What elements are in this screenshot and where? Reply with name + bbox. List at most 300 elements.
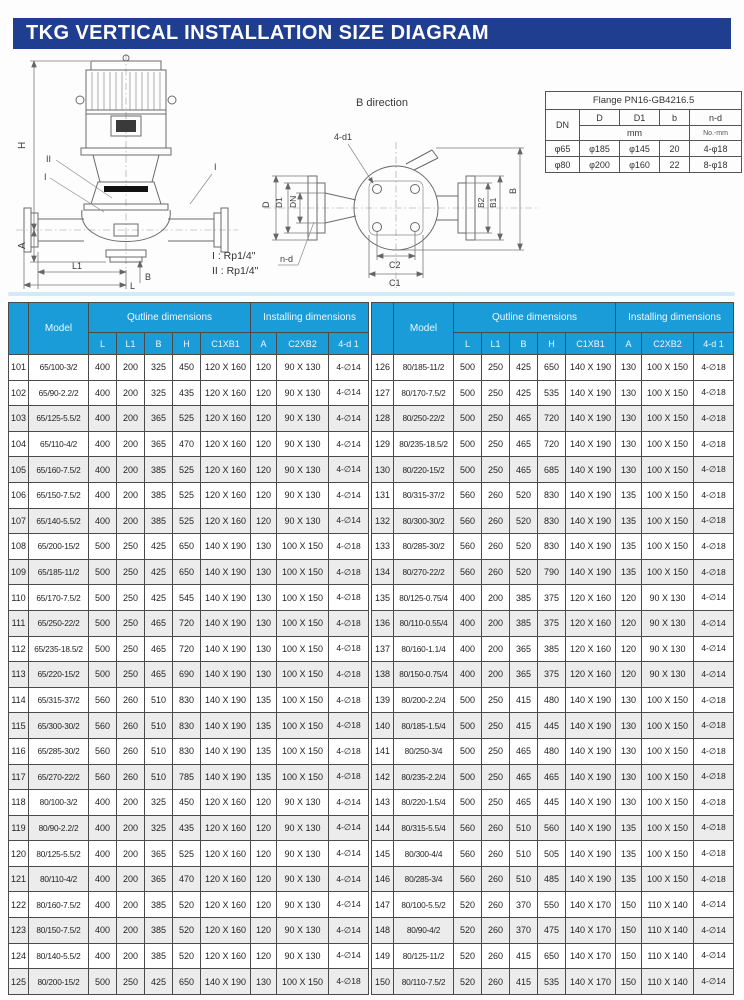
table-cell: 250	[482, 790, 510, 816]
table-cell: 120	[251, 431, 277, 457]
table-cell: 650	[538, 943, 566, 969]
table-row	[372, 534, 734, 560]
table-cell: 120 X 160	[566, 636, 616, 662]
table-cell: 117	[9, 764, 29, 790]
table-cell: 375	[538, 585, 566, 611]
table-cell: 200	[117, 815, 145, 841]
table-cell: 400	[89, 892, 117, 918]
table-cell: 115	[9, 713, 29, 739]
table-cell: 120 X 160	[201, 457, 251, 483]
table-cell: 250	[482, 738, 510, 764]
table-cell: 140 X 190	[201, 636, 251, 662]
table-cell: 90 X 130	[277, 841, 329, 867]
table-row	[9, 534, 369, 560]
table-cell: 4-∅18	[329, 662, 369, 688]
table-cell: 4-∅14	[329, 406, 369, 432]
table-cell: 140 X 190	[566, 355, 616, 381]
table-cell: 370	[510, 892, 538, 918]
dim-label-a: A	[17, 242, 28, 249]
table-cell: 140 X 190	[201, 662, 251, 688]
dim-label-dn: DN	[288, 195, 298, 208]
table-cell: 520	[454, 943, 482, 969]
table-cell: 4-∅18	[694, 482, 734, 508]
table-cell: 200	[117, 482, 145, 508]
table-cell: 80/140-5.5/2	[29, 943, 89, 969]
table-cell: 435	[173, 380, 201, 406]
table-cell: 250	[482, 406, 510, 432]
table-cell: 120 X 160	[201, 380, 251, 406]
table-cell: 250	[117, 559, 145, 585]
table-row	[9, 918, 369, 944]
table-cell: 4-∅14	[329, 841, 369, 867]
table-cell: 500	[89, 559, 117, 585]
table-row	[372, 918, 734, 944]
table-cell: 80/185-11/2	[394, 355, 454, 381]
table-cell: 500	[89, 610, 117, 636]
table-cell: 140 X 190	[566, 431, 616, 457]
table-cell: 80/160-7.5/2	[29, 892, 89, 918]
table-cell: 120 X 160	[566, 585, 616, 611]
table-cell: 385	[145, 892, 173, 918]
dimension-a	[17, 230, 106, 262]
table-cell: 425	[510, 380, 538, 406]
table-cell: 138	[372, 662, 394, 688]
table-cell: 140 X 190	[566, 559, 616, 585]
table-cell: 118	[9, 790, 29, 816]
table-cell: 365	[145, 431, 173, 457]
table-cell: 100 X 150	[642, 764, 694, 790]
table-cell: 260	[482, 815, 510, 841]
table-row	[9, 841, 369, 867]
table-cell: 400	[89, 355, 117, 381]
table-cell: 142	[372, 764, 394, 790]
table-cell: φ80	[546, 157, 580, 173]
table-row	[372, 482, 734, 508]
table-cell: 520	[173, 918, 201, 944]
table-cell: 400	[89, 457, 117, 483]
table-cell: 535	[538, 380, 566, 406]
table-cell: 4-∅18	[329, 636, 369, 662]
table-cell: 100 X 150	[642, 380, 694, 406]
table-cell: 450	[173, 355, 201, 381]
table-cell: 510	[145, 687, 173, 713]
table-cell: 150	[372, 969, 394, 995]
table-cell: 400	[89, 380, 117, 406]
col-header-b: B	[510, 333, 538, 355]
table-row	[9, 662, 369, 688]
table-cell: 100 X 150	[642, 508, 694, 534]
table-cell: 120 X 160	[201, 406, 251, 432]
table-cell: 140 X 190	[566, 508, 616, 534]
table-cell: 260	[482, 892, 510, 918]
table-cell: 4-∅14	[694, 610, 734, 636]
table-cell: 720	[538, 406, 566, 432]
table-cell: 80/170-7.5/2	[394, 380, 454, 406]
table-cell: 144	[372, 815, 394, 841]
table-cell: 260	[117, 738, 145, 764]
table-row	[372, 841, 734, 867]
table-cell: 400	[89, 866, 117, 892]
table-cell: 4-∅14	[694, 892, 734, 918]
table-cell: 250	[117, 969, 145, 995]
table-cell: 435	[173, 815, 201, 841]
table-cell: 135	[616, 534, 642, 560]
table-row	[372, 662, 734, 688]
table-cell: 4-∅14	[694, 969, 734, 995]
table-cell: 124	[9, 943, 29, 969]
table-row	[372, 943, 734, 969]
table-row	[372, 610, 734, 636]
table-row	[9, 610, 369, 636]
model-column-header: Model	[394, 303, 454, 355]
table-cell: 90 X 130	[642, 662, 694, 688]
table-cell: 90 X 130	[277, 866, 329, 892]
table-cell: 109	[9, 559, 29, 585]
table-row	[9, 713, 369, 739]
col-header-c1xb1: C1XB1	[566, 333, 616, 355]
table-row	[9, 482, 369, 508]
table-cell: 250	[117, 534, 145, 560]
table-row	[9, 380, 369, 406]
table-cell: 113	[9, 662, 29, 688]
table-cell: 136	[372, 610, 394, 636]
table-cell: φ185	[580, 141, 620, 157]
table-cell: 145	[372, 841, 394, 867]
dim-label-b1: B1	[488, 197, 498, 208]
table-cell: 140 X 190	[201, 764, 251, 790]
col-header-h: H	[173, 333, 201, 355]
table-cell: 4-∅18	[329, 738, 369, 764]
table-cell: 365	[145, 841, 173, 867]
table-cell: 520	[173, 892, 201, 918]
flange-table-title: Flange PN16-GB4216.5	[546, 92, 742, 110]
table-cell: 140 X 190	[566, 534, 616, 560]
table-cell: 135	[616, 559, 642, 585]
table-cell: 450	[173, 790, 201, 816]
table-cell: 465	[538, 764, 566, 790]
table-cell: 107	[9, 508, 29, 534]
table-cell: 90 X 130	[277, 431, 329, 457]
table-row	[9, 687, 369, 713]
callout-label-i-right: I	[214, 162, 217, 172]
flange-unit-mm: mm	[580, 126, 690, 141]
table-cell: 120	[9, 841, 29, 867]
table-cell: 129	[372, 431, 394, 457]
table-cell: 80/110-7.5/2	[394, 969, 454, 995]
table-cell: 400	[89, 918, 117, 944]
table-cell: 4-φ18	[690, 141, 742, 157]
centerlines	[264, 142, 540, 288]
table-cell: 90 X 130	[277, 482, 329, 508]
table-cell: 130	[616, 687, 642, 713]
table-cell: 415	[510, 687, 538, 713]
table-cell: 500	[454, 790, 482, 816]
motor	[76, 55, 176, 155]
col-header-a: A	[251, 333, 277, 355]
table-row	[9, 815, 369, 841]
table-row	[372, 431, 734, 457]
table-row	[372, 457, 734, 483]
table-cell: 260	[117, 713, 145, 739]
size-table-left-body	[9, 355, 369, 995]
col-header-a: A	[616, 333, 642, 355]
table-cell: 100 X 150	[277, 738, 329, 764]
table-cell: 148	[372, 918, 394, 944]
table-cell: 445	[538, 790, 566, 816]
table-cell: 4-∅18	[329, 534, 369, 560]
table-cell: 135	[616, 841, 642, 867]
table-cell: 4-∅14	[329, 918, 369, 944]
table-cell: 260	[482, 918, 510, 944]
table-cell: 140 X 190	[201, 969, 251, 995]
table-cell: 112	[9, 636, 29, 662]
table-row	[9, 892, 369, 918]
table-cell: 4-∅18	[329, 610, 369, 636]
table-cell: 560	[454, 815, 482, 841]
table-row	[372, 969, 734, 995]
table-cell: 134	[372, 559, 394, 585]
table-row	[372, 508, 734, 534]
callout-label-ii: II	[46, 154, 52, 164]
table-cell: 510	[510, 841, 538, 867]
table-cell: 520	[454, 969, 482, 995]
table-cell: 100 X 150	[642, 738, 694, 764]
table-cell: 4-∅14	[329, 943, 369, 969]
table-row	[372, 764, 734, 790]
table-cell: 400	[454, 662, 482, 688]
table-cell: 260	[117, 687, 145, 713]
table-cell: 80/300-4/4	[394, 841, 454, 867]
table-cell: 130	[251, 662, 277, 688]
table-cell: 250	[117, 610, 145, 636]
table-cell: 500	[89, 534, 117, 560]
table-cell: 400	[89, 815, 117, 841]
table-row	[546, 141, 742, 157]
table-cell: 465	[145, 662, 173, 688]
table-cell: 80/270-22/2	[394, 559, 454, 585]
table-cell: 400	[454, 610, 482, 636]
table-cell: 365	[510, 662, 538, 688]
table-cell: 140 X 170	[566, 969, 616, 995]
table-cell: 120	[251, 790, 277, 816]
table-cell: 90 X 130	[277, 790, 329, 816]
table-cell: 135	[372, 585, 394, 611]
table-cell: 560	[454, 559, 482, 585]
table-cell: 260	[482, 482, 510, 508]
table-cell: 65/110-4/2	[29, 431, 89, 457]
table-cell: 500	[454, 764, 482, 790]
table-cell: 130	[616, 431, 642, 457]
table-cell: 4-∅14	[694, 636, 734, 662]
table-cell: 104	[9, 431, 29, 457]
table-cell: 80/200-2.2/4	[394, 687, 454, 713]
table-cell: 20	[660, 141, 690, 157]
table-cell: 135	[616, 815, 642, 841]
table-cell: 100 X 150	[642, 790, 694, 816]
table-cell: 4-∅14	[329, 815, 369, 841]
table-cell: 4-∅18	[329, 559, 369, 585]
port-thread-notes	[212, 249, 258, 279]
table-cell: 140 X 190	[566, 380, 616, 406]
table-row	[372, 559, 734, 585]
table-cell: 90 X 130	[642, 636, 694, 662]
dim-label-l1: L1	[72, 261, 83, 271]
model-column-header: Model	[29, 303, 89, 355]
table-cell: 560	[454, 508, 482, 534]
table-cell: 140	[372, 713, 394, 739]
table-cell: 465	[145, 636, 173, 662]
table-cell: 200	[482, 662, 510, 688]
table-cell: 127	[372, 380, 394, 406]
table-cell: 830	[538, 534, 566, 560]
flange-col-dn: DN	[546, 110, 580, 141]
table-cell: 545	[173, 585, 201, 611]
table-cell: 4-∅18	[694, 841, 734, 867]
table-cell: 65/235-18.5/2	[29, 636, 89, 662]
table-cell: 375	[538, 610, 566, 636]
table-cell: 135	[251, 687, 277, 713]
table-cell: 425	[145, 559, 173, 585]
table-cell: 465	[145, 610, 173, 636]
table-cell: 650	[173, 534, 201, 560]
table-cell: 510	[510, 866, 538, 892]
dimensions-left	[261, 176, 325, 240]
table-cell: 500	[454, 380, 482, 406]
table-cell: 140 X 190	[201, 585, 251, 611]
table-cell: 135	[251, 738, 277, 764]
table-cell: 4-∅14	[329, 482, 369, 508]
table-cell: 425	[145, 534, 173, 560]
dim-label-c2: C2	[389, 260, 401, 270]
table-cell: φ160	[620, 157, 660, 173]
table-row	[9, 355, 369, 381]
table-cell: 120 X 160	[201, 866, 251, 892]
table-cell: 4-∅18	[694, 738, 734, 764]
table-cell: 400	[89, 431, 117, 457]
table-cell: 140 X 170	[566, 943, 616, 969]
table-cell: 200	[117, 841, 145, 867]
table-cell: 65/200-15/2	[29, 534, 89, 560]
table-cell: 4-∅18	[694, 790, 734, 816]
table-cell: 505	[538, 841, 566, 867]
table-cell: 140 X 190	[566, 815, 616, 841]
table-row	[372, 585, 734, 611]
table-row	[9, 585, 369, 611]
table-cell: 500	[454, 687, 482, 713]
table-cell: 90 X 130	[277, 380, 329, 406]
table-cell: 500	[89, 585, 117, 611]
table-cell: 260	[482, 943, 510, 969]
table-cell: 147	[372, 892, 394, 918]
note-line-1: I : Rp1/4"	[212, 250, 256, 262]
table-cell: 80/220-15/2	[394, 457, 454, 483]
table-cell: 200	[482, 585, 510, 611]
table-cell: 141	[372, 738, 394, 764]
table-cell: 80/300-30/2	[394, 508, 454, 534]
table-cell: 250	[482, 431, 510, 457]
table-cell: 80/150-0.75/4	[394, 662, 454, 688]
table-cell: 80/100-5.5/2	[394, 892, 454, 918]
table-cell: 260	[482, 559, 510, 585]
table-cell: 465	[510, 738, 538, 764]
table-cell: 650	[538, 355, 566, 381]
size-table-left	[8, 302, 369, 995]
table-row	[9, 969, 369, 995]
flange-col-d: D	[580, 110, 620, 126]
note-line-2: II : Rp1/4"	[212, 265, 259, 277]
table-cell: 120	[251, 355, 277, 381]
table-cell: 535	[538, 969, 566, 995]
table-cell: 250	[482, 764, 510, 790]
table-cell: 130	[251, 585, 277, 611]
table-cell: 720	[173, 610, 201, 636]
table-cell: 90 X 130	[277, 815, 329, 841]
table-cell: 200	[117, 943, 145, 969]
table-cell: 125	[9, 969, 29, 995]
table-cell: 65/220-15/2	[29, 662, 89, 688]
table-cell: 140 X 190	[566, 790, 616, 816]
col-header-b: B	[145, 333, 173, 355]
table-cell: 120 X 160	[201, 482, 251, 508]
table-row	[372, 687, 734, 713]
table-cell: 132	[372, 508, 394, 534]
table-cell: 100 X 150	[642, 713, 694, 739]
table-cell: 135	[616, 482, 642, 508]
table-cell: 120 X 160	[201, 431, 251, 457]
table-cell: 80/125-5.5/2	[29, 841, 89, 867]
table-cell: 400	[89, 943, 117, 969]
dimension-l1-l-b	[24, 252, 151, 291]
table-cell: 525	[173, 508, 201, 534]
table-cell: 400	[89, 406, 117, 432]
table-cell: 100 X 150	[277, 687, 329, 713]
table-cell: 415	[510, 943, 538, 969]
table-cell: 480	[538, 738, 566, 764]
callout-label-nd: n-d	[280, 254, 294, 264]
col-header-4d1: 4-d 1	[694, 333, 734, 355]
table-cell: 137	[372, 636, 394, 662]
table-cell: 100 X 150	[277, 969, 329, 995]
table-cell: 385	[145, 943, 173, 969]
table-cell: 400	[454, 636, 482, 662]
table-cell: 110 X 140	[642, 892, 694, 918]
table-cell: 110 X 140	[642, 969, 694, 995]
table-cell: 100 X 150	[642, 355, 694, 381]
table-cell: 685	[538, 457, 566, 483]
table-cell: 135	[616, 866, 642, 892]
table-cell: 80/315-37/2	[394, 482, 454, 508]
table-cell: 560	[538, 815, 566, 841]
table-cell: 830	[173, 738, 201, 764]
table-cell: 100 X 150	[277, 662, 329, 688]
table-cell: 260	[482, 969, 510, 995]
table-cell: 120 X 160	[201, 841, 251, 867]
table-cell: 149	[372, 943, 394, 969]
table-cell: 500	[454, 457, 482, 483]
table-cell: 102	[9, 380, 29, 406]
table-cell: 120	[251, 508, 277, 534]
table-cell: 90 X 130	[277, 892, 329, 918]
table-cell: 130	[251, 559, 277, 585]
table-cell: 525	[173, 457, 201, 483]
table-cell: 120	[251, 841, 277, 867]
table-cell: 100 X 150	[642, 457, 694, 483]
size-table-right	[371, 302, 734, 995]
table-row	[372, 892, 734, 918]
table-cell: 130	[251, 534, 277, 560]
callout-label-4d1: 4-d1	[334, 132, 353, 142]
flange-unit-no-mm: No.-mm	[690, 126, 742, 141]
